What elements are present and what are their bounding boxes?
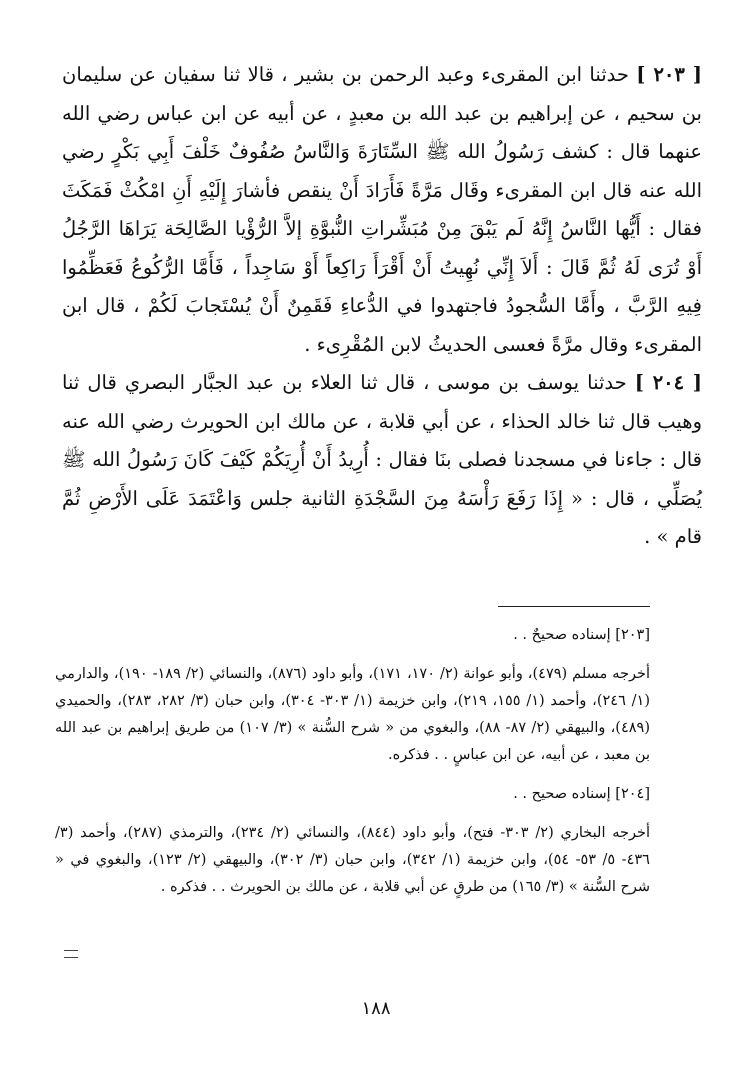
- margin-mark: [64, 950, 78, 958]
- footnotes: [55, 622, 650, 913]
- hadith-number: [ ٢٠٤ ]: [634, 371, 703, 394]
- footnote-body: أخرجه البخاري (٢/ ٣٠٣- فتح)، وأبو داود (٨٤٤)، والنسائي (٢/ ٢٣٤)، والترمذي (٢٨٧)، وأحمد (٣/ ٤٣٦- ٥/ ٥٣- ٥٤)، وابن خزيمة (١/ ٣٤٢)، وابن حبان (٣/ ٣٠٢)، والبيهقي (٢/ ١٢٣)، والبغوي في « شرح السُّنة » (٣/ ١٦٥) من طرقٍ عن أبي قلابة ، عن مالك بن الحويرث . . فذكره .: [55, 825, 651, 895]
- hadith-204: [62, 364, 702, 557]
- hadith-text: حدثنا يوسف بن موسى ، قال ثنا العلاء بن عبد الجبَّار البصري قال ثنا وهيب قال ثنا خالد الحذاء ، عن أبي قلابة ، عن مالك ابن الحويرث رضي الله عنه قال : جاءنا في مسجدنا فصلى بنَا فقال : أُرِيدُ أَنْ أُرِيَكُمْ كَيْفَ كَانَ رَسُولُ الله ﷺ يُصَلِّي ، قال : « إِذَا رَفَعَ رَأْسَهُ مِنَ السَّجْدَةِ الثانية جلس وَاعْتَمَدَ عَلَى الأَرْضِ ثُمَّ قام » .: [62, 371, 702, 548]
- hadith-203: [62, 56, 702, 364]
- footnote-divider: [0, 606, 752, 608]
- footnote-heading: [٢٠٤] إسناده صحيح . .: [513, 786, 650, 802]
- hadith-text: حدثنا ابن المقرىء وعبد الرحمن بن بشير ، قالا ثنا سفيان عن سليمان بن سحيم ، عن إبراهيم بن عبد الله بن معبدٍ ، عن أبيه عن ابن عباس رضي الله عنهما قال : كشف رَسُولُ الله ﷺ السِّتَارَةَ وَالنَّاسُ صُفُوفٌ خَلْفَ أَبِي بَكْرٍ رضي الله عنه قال ابن المقرىء وقَال مَرَّةً فَأَرَادَ أَنْ ينقص فأشارَ إِلَيْهِ أَنِ امْكُثْ فَمَكَثَ فقال : أَيُّها النَّاسُ إِنَّهُ لَم يَبْقَ مِنْ مُبَشِّراتِ النُّبوَّةِ إلاَّ الرُّؤْيا الصَّالِحَة يَرَاهَا الرَّجُلُ أَوْ تُرَى لَهُ ثُمَّ قَالَ : أَلاَ إِنِّي نُهِيتُ أَنْ أَقْرَأَ رَاكِعاً أَوْ سَاجِداً ، فَأَمَّا الرُّكُوعُ فَعَظِّمُوا فِيهِ الرَّبَّ ، وأَمَّا السُّجودُ فاجتهدوا في الدُّعاءِ فَقَمِنٌ أَنْ يُسْتَجابَ لَكُمْ ، قال ابن المقرىء وقال مرَّةً فعسى الحديثُ لابن المُقْرِىء .: [62, 63, 703, 356]
- footnote-body: أخرجه مسلم (٤٧٩)، وأبو عوانة (٢/ ١٧٠، ١٧١)، وأبو داود (٨٧٦)، والنسائي (٢/ ١٨٩- ١٩٠)، والدارمي (١/ ٢٤٦)، وأحمد (١/ ١٥٥، ٢١٩)، وابن خزيمة (١/ ٣٠٣- ٣٠٤)، وابن حبان (٣/ ٢٨٢، ٢٨٣)، والحميدي (٤٨٩)، والبيهقي (٢/ ٨٧- ٨٨)، والبغوي من « شرح السُّنة » (٣/ ١٠٧) من طريق إبراهيم بن عبد الله بن معبد ، عن أبيه، عن ابن عباسٍ . . فذكره.: [55, 666, 651, 763]
- footnote-heading: [٢٠٣] إسناده صحيحٌ . .: [513, 627, 650, 643]
- main-text: [62, 56, 702, 557]
- page-number: ١٨٨: [361, 998, 391, 1019]
- hadith-number: [ ٢٠٣ ]: [636, 63, 702, 86]
